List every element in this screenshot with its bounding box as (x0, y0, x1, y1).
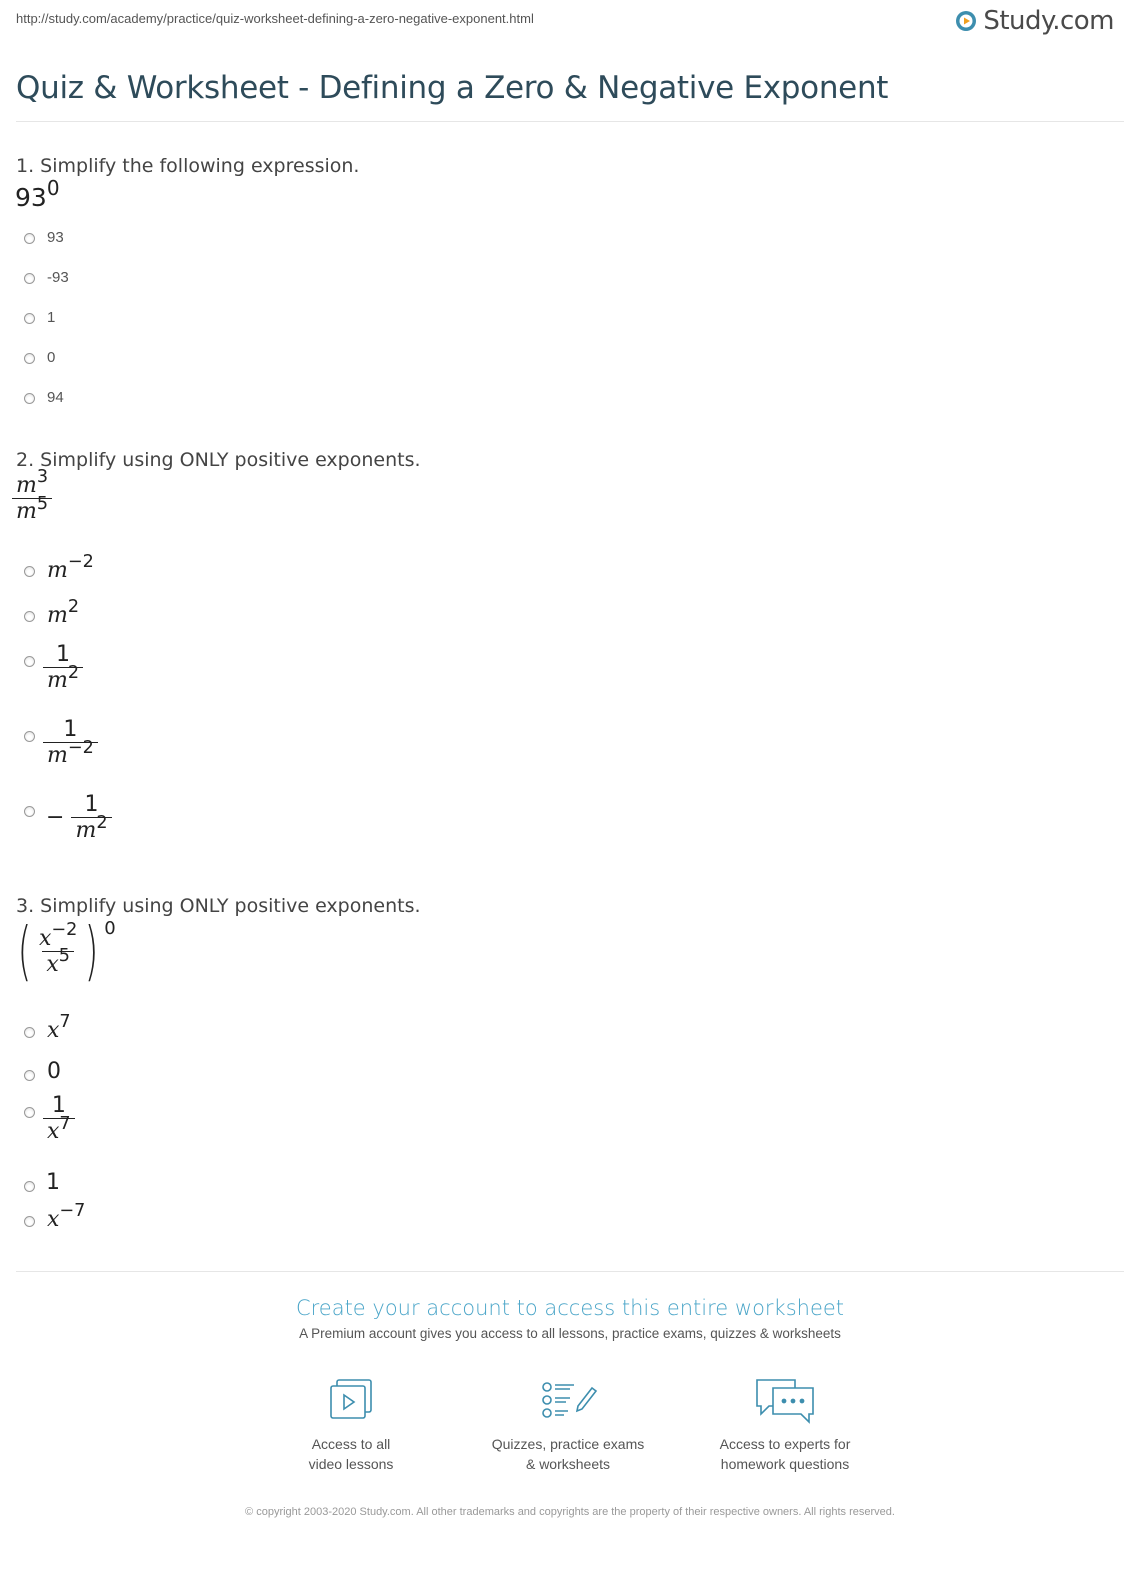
option-label: 0 (47, 349, 56, 366)
option-expression: $x^{-7}$ (47, 1201, 86, 1232)
option-radio[interactable] (24, 233, 35, 244)
question-expression: $\frac{m^3}{m^5}$ (12, 474, 52, 524)
question-prompt: 1. Simplify the following expression. (16, 155, 360, 177)
option-label: 93 (47, 229, 64, 246)
option-radio[interactable] (24, 1216, 35, 1227)
feature-experts (675, 1376, 895, 1474)
option-radio[interactable] (24, 1181, 35, 1192)
title-divider (16, 121, 1124, 122)
option-expression: $\frac{1}{x^7}$ (43, 1094, 75, 1144)
feature-label-line: & worksheets (525, 1456, 611, 1472)
copyright: © copyright 2003-2020 Study.com. All other trademarks and copyrights are the property of their respective owners. All rights reserved. (245, 1506, 895, 1518)
option-radio[interactable] (24, 566, 35, 577)
quiz-checklist-icon (538, 1376, 598, 1424)
feature-quizzes (458, 1376, 678, 1474)
option-expression: $\frac{1}{m^{-2}}$ (43, 718, 98, 768)
page-title: Quiz & Worksheet - Defining a Zero & Negative Exponent (16, 70, 889, 106)
feature-label-line: Quizzes, practice exams (491, 1436, 645, 1452)
option-expression: − $\frac{1}{m^2}$ (46, 793, 112, 843)
option-expression: $\frac{1}{m^2}$ (43, 643, 83, 693)
option-expression: $x^7$ (47, 1012, 71, 1043)
chat-bubbles-icon (753, 1376, 817, 1426)
feature-label-line: video lessons (308, 1456, 394, 1472)
option-radio[interactable] (24, 731, 35, 742)
option-label: -93 (47, 269, 69, 286)
logo-text: Study.com (983, 6, 1114, 36)
promo-subtitle: A Premium account gives you access to all lessons, practice exams, quizzes & worksheets (299, 1326, 841, 1341)
option-radio[interactable] (24, 393, 35, 404)
option-radio[interactable] (24, 1027, 35, 1038)
page-url: http://study.com/academy/practice/quiz-worksheet-defining-a-zero-negative-exponent.html (16, 11, 534, 26)
option-expression: 1 (46, 1170, 60, 1195)
feature-label-line: homework questions (720, 1456, 850, 1472)
section-divider (16, 1271, 1124, 1272)
feature-label-line: Access to all (311, 1436, 391, 1452)
feature-video-lessons (241, 1376, 461, 1474)
option-expression: 0 (47, 1059, 61, 1084)
option-label: 94 (47, 389, 64, 406)
option-expression: $m^{-2}$ (47, 552, 94, 583)
question-prompt: 3. Simplify using ONLY positive exponents. (16, 895, 421, 917)
option-radio[interactable] (24, 611, 35, 622)
option-radio[interactable] (24, 1107, 35, 1118)
option-radio[interactable] (24, 273, 35, 284)
study-logo[interactable] (955, 6, 1114, 36)
question-expression: $93^0$ (15, 176, 60, 212)
video-lessons-icon (325, 1376, 377, 1424)
question-prompt: 2. Simplify using ONLY positive exponents. (16, 449, 421, 471)
option-expression: $m^2$ (47, 597, 80, 628)
option-radio[interactable] (24, 1070, 35, 1081)
option-radio[interactable] (24, 353, 35, 364)
play-circle-icon (955, 10, 977, 32)
option-radio[interactable] (24, 656, 35, 667)
question-expression: ( $\frac{x^{-2}}{x^5}$ ) 0 (17, 915, 116, 989)
feature-label-line: Access to experts for (719, 1436, 851, 1452)
option-radio[interactable] (24, 313, 35, 324)
promo-title[interactable]: Create your account to access this entire worksheet (295, 1296, 845, 1320)
option-label: 1 (47, 309, 56, 326)
option-radio[interactable] (24, 806, 35, 817)
